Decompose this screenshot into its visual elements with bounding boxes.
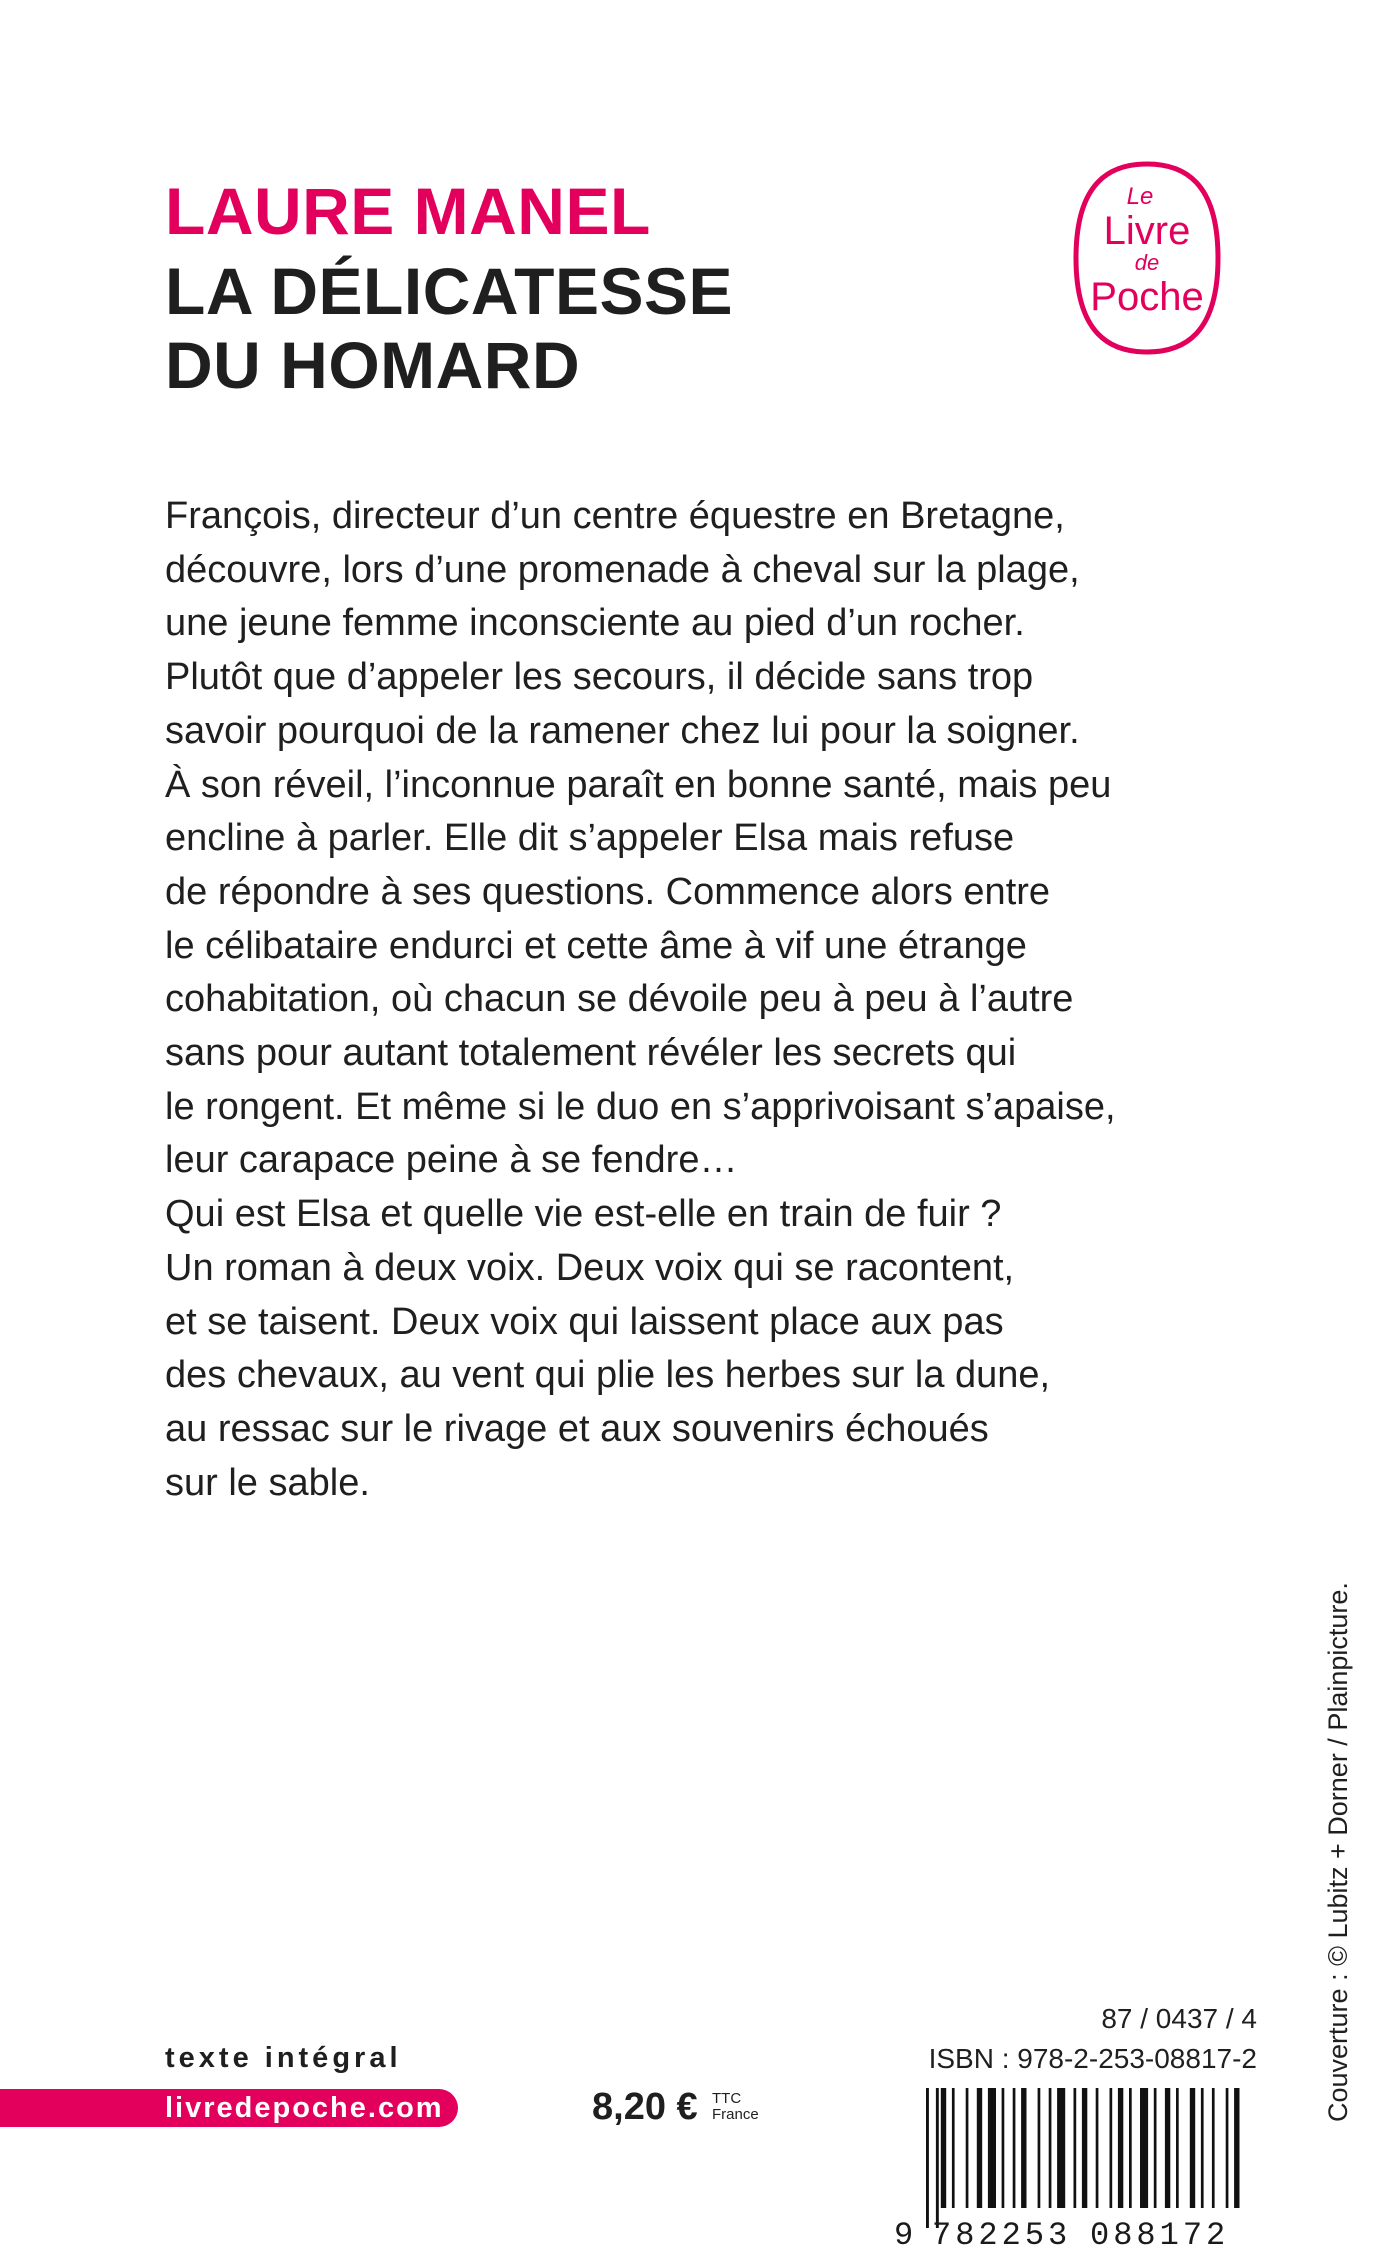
barcode-bar: [1154, 2088, 1157, 2208]
logo-text-poche: Poche: [1090, 275, 1204, 319]
barcode-bar: [1082, 2088, 1087, 2208]
summary-line: sur le sable.: [165, 1461, 370, 1504]
summary-line: découvre, lors d’une promenade à cheval sur la plage,: [165, 548, 1080, 591]
barcode-bars: [926, 2088, 1240, 2228]
logo-text-livre: Livre: [1103, 209, 1191, 253]
price: 8,20 €: [592, 2086, 698, 2128]
price-note-ttc: TTC: [712, 2090, 742, 2107]
barcode-digit-lead: 9: [894, 2217, 914, 2251]
publisher-logo: [1072, 160, 1222, 356]
texte-integral-label: texte intégral: [165, 2042, 402, 2074]
barcode-bar: [1176, 2088, 1179, 2208]
summary-line: À son réveil, l’inconnue paraît en bonne santé, mais peu: [165, 763, 1112, 806]
summary-line: Plutôt que d’appeler les secours, il décide sans trop: [165, 656, 1034, 699]
price-note-country: France: [712, 2106, 759, 2123]
barcode-bar: [1234, 2088, 1239, 2208]
barcode-bar: [1057, 2088, 1065, 2208]
summary-line: de répondre à ses questions. Commence alors entre: [165, 870, 1051, 913]
catalog-code: 87 / 0437 / 4: [1101, 2003, 1257, 2034]
barcode-bar: [1110, 2088, 1113, 2208]
barcode-bar: [1190, 2088, 1195, 2208]
barcode-bar: [1021, 2088, 1026, 2208]
summary-line: au ressac sur le rivage et aux souvenirs échoués: [165, 1407, 989, 1450]
barcode-bar: [1074, 2088, 1077, 2208]
barcode-bar: [977, 2088, 982, 2208]
price-note: [712, 2091, 759, 2123]
back-cover-summary: [165, 490, 1285, 1510]
website-link[interactable]: livredepoche.com: [165, 2092, 444, 2124]
logo-text-de: de: [1134, 250, 1160, 275]
barcode-bar: [1212, 2088, 1215, 2208]
summary-line: le célibataire endurci et cette âme à vif une étrange: [165, 924, 1027, 967]
barcode-bar: [1049, 2088, 1052, 2208]
book-title: [165, 254, 733, 402]
isbn-number: ISBN : 978-2-253-08817-2: [928, 2043, 1257, 2074]
book-title-line: LA DÉLICATESSE: [165, 254, 734, 328]
summary-line: leur carapace peine à se fendre…: [165, 1139, 738, 1182]
book-title-line: DU HOMARD: [165, 328, 581, 402]
summary-line: encline à parler. Elle dit s’appeler Elsa mais refuse: [165, 817, 1015, 860]
summary-line: une jeune femme inconsciente au pied d’un rocher.: [165, 602, 1025, 645]
summary-line: Qui est Elsa et quelle vie est-elle en train de fuir ?: [165, 1193, 1002, 1236]
barcode-bar: [941, 2088, 946, 2208]
barcode-bar: [1165, 2088, 1170, 2208]
isbn-barcode: [890, 2086, 1260, 2251]
author-name: LAURE MANEL: [165, 174, 651, 248]
barcode-bar: [1226, 2088, 1229, 2208]
barcode-bar: [1002, 2088, 1005, 2208]
barcode-bar: [1013, 2088, 1016, 2208]
barcode-bar: [936, 2088, 939, 2228]
summary-line: cohabitation, où chacun se dévoile peu à peu à l’autre: [165, 978, 1074, 1021]
barcode-bar: [926, 2088, 929, 2228]
barcode-digits-right: 088172: [1090, 2217, 1230, 2251]
barcode-bar: [952, 2088, 955, 2208]
logo-text-le: Le: [1126, 183, 1154, 210]
barcode-bar: [1140, 2088, 1148, 2208]
barcode-bar: [1096, 2088, 1099, 2208]
barcode-bar: [1201, 2088, 1204, 2208]
summary-line: et se taisent. Deux voix qui laissent place aux pas: [165, 1300, 1004, 1343]
summary-line: Un roman à deux voix. Deux voix qui se racontent,: [165, 1246, 1015, 1289]
summary-line: le rongent. Et même si le duo en s’apprivoisant s’apaise,: [165, 1085, 1116, 1128]
barcode-bar: [1118, 2088, 1123, 2208]
summary-line: François, directeur d’un centre équestre en Bretagne,: [165, 495, 1065, 537]
summary-line: savoir pourquoi de la ramener chez lui pour la soigner.: [165, 709, 1080, 752]
cover-photo-credit: Couverture : © Lubitz + Dorner / Plainpicture.: [1323, 1582, 1353, 2122]
barcode-digits-left: 782253: [932, 2217, 1072, 2251]
summary-line: des chevaux, au vent qui plie les herbes sur la dune,: [165, 1354, 1051, 1397]
barcode-bar: [1129, 2088, 1132, 2208]
summary-line: sans pour autant totalement révéler les secrets qui: [165, 1032, 1017, 1075]
barcode-bar: [966, 2088, 969, 2208]
barcode-bar: [1038, 2088, 1041, 2208]
barcode-bar: [988, 2088, 996, 2208]
